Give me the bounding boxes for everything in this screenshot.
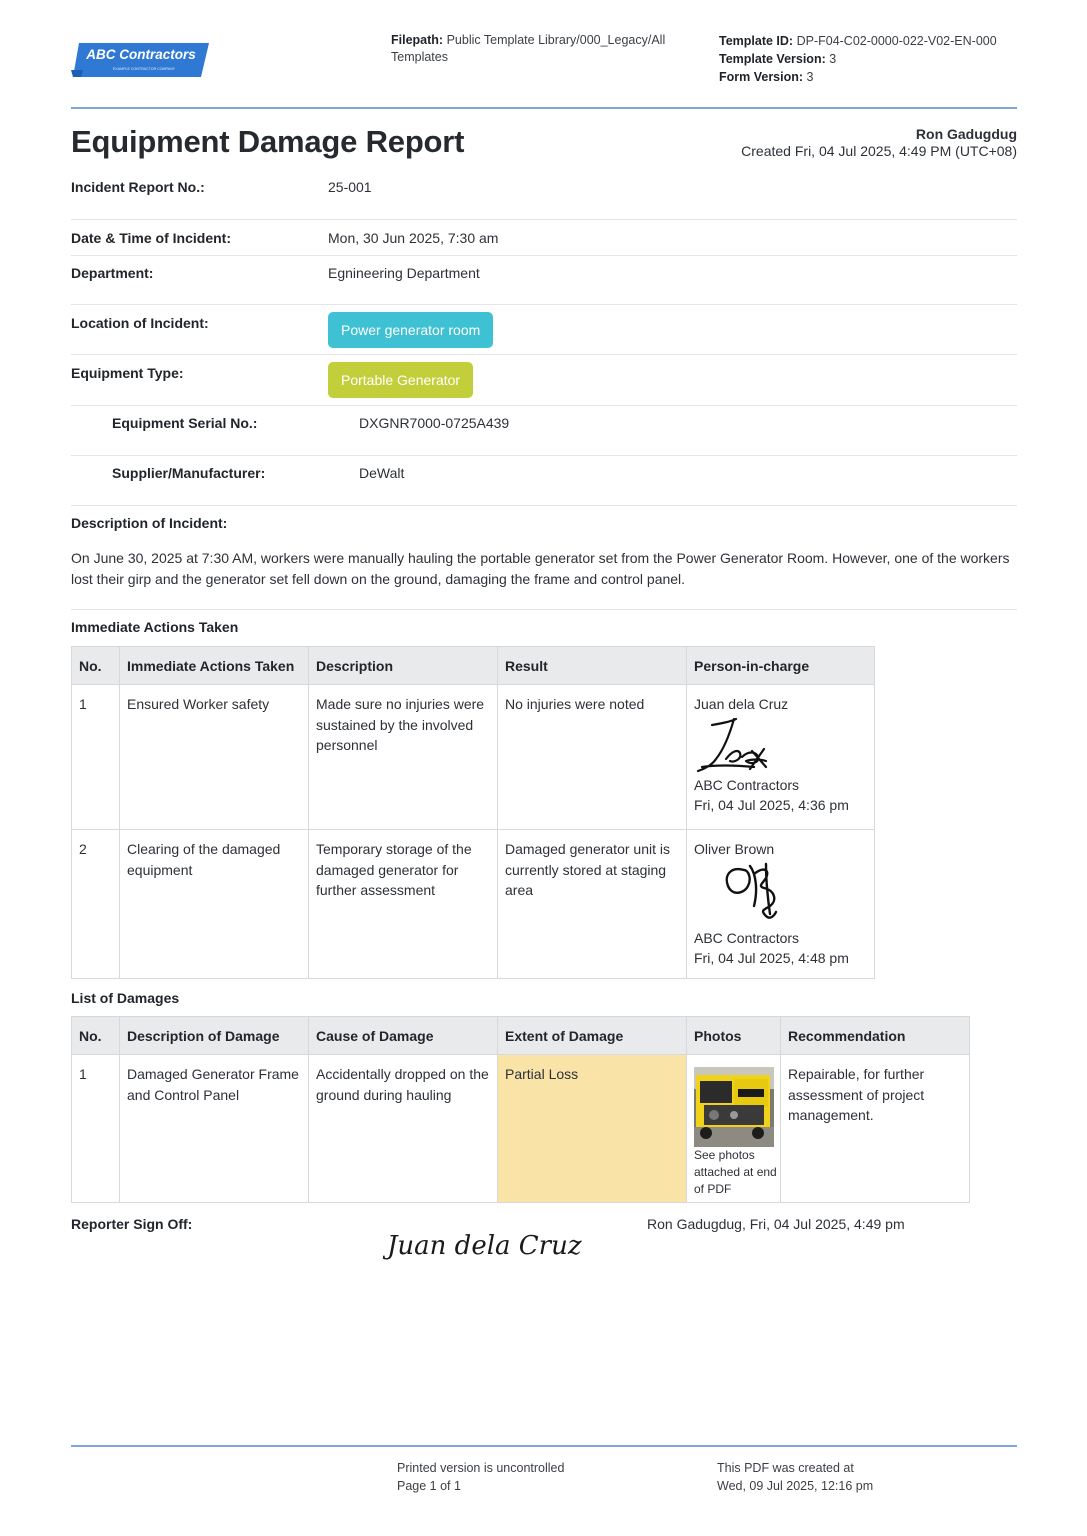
filepath-label: Filepath:: [391, 33, 444, 47]
field-equipment-type: [71, 355, 1017, 406]
col-header: Description of Damage: [120, 1017, 309, 1055]
person-signed-at: Fri, 04 Jul 2025, 4:48 pm: [694, 950, 849, 966]
reporter-signature-image: [383, 1222, 593, 1282]
pdf-created-label: This PDF was created at: [717, 1461, 854, 1475]
created-timestamp: Created Fri, 04 Jul 2025, 4:49 PM (UTC+08): [741, 143, 1017, 159]
damages-table: [71, 1016, 970, 1203]
col-header: Person-in-charge: [687, 647, 875, 685]
datetime-value: Mon, 30 Jun 2025, 7:30 am: [328, 230, 499, 246]
equipment-type-chip: Portable Generator: [328, 362, 473, 398]
person-company: ABC Contractors: [694, 776, 800, 793]
cell-extent: Partial Loss: [498, 1055, 687, 1203]
col-header: Extent of Damage: [498, 1017, 687, 1055]
location-chip: Power generator room: [328, 312, 493, 348]
datetime-label: Date & Time of Incident:: [71, 230, 231, 246]
signoff-label: Reporter Sign Off:: [71, 1216, 193, 1232]
logo-text: ABC Contractors: [86, 47, 196, 62]
damages-header-row: [72, 1017, 970, 1055]
cell-no: 1: [72, 1055, 120, 1203]
incident-no-label: Incident Report No.:: [71, 179, 205, 195]
cell-person: [687, 685, 875, 830]
cell-damage-description: Damaged Generator Frame and Control Panel: [120, 1055, 309, 1203]
footer-divider: [71, 1445, 1017, 1447]
col-header: Recommendation: [781, 1017, 970, 1055]
signature-image: [694, 860, 814, 928]
description-divider: [71, 609, 1017, 610]
serial-label: Equipment Serial No.:: [112, 415, 258, 431]
cell-no: 1: [72, 685, 120, 830]
cell-result: No injuries were noted: [498, 685, 687, 830]
col-header: Description: [309, 647, 498, 685]
cell-description: Made sure no injuries were sustained by the involved personnel: [309, 685, 498, 830]
photo-note: See photos attached at end of PDF: [694, 1148, 777, 1196]
filepath: [391, 32, 691, 66]
header-divider: [71, 107, 1017, 109]
report-author: [741, 126, 1017, 160]
actions-header-row: [72, 647, 875, 685]
signoff-who: Ron Gadugdug, Fri, 04 Jul 2025, 4:49 pm: [647, 1216, 905, 1232]
cell-description: Temporary storage of the damaged generator for further assessment: [309, 830, 498, 979]
template-id-label: Template ID:: [719, 34, 794, 48]
field-datetime: [71, 220, 1017, 256]
cell-photos: [687, 1055, 781, 1203]
field-location: [71, 305, 1017, 355]
template-version-label: Template Version:: [719, 52, 826, 66]
footer-left: [397, 1459, 564, 1495]
pdf-created-value: Wed, 09 Jul 2025, 12:16 pm: [717, 1479, 874, 1493]
col-header: No.: [72, 647, 120, 685]
cell-action: Clearing of the damaged equipment: [120, 830, 309, 979]
actions-section-title: Immediate Actions Taken: [71, 619, 239, 635]
person-company: ABC Contractors: [694, 929, 800, 946]
damages-section-title: List of Damages: [71, 990, 180, 1006]
col-header: No.: [72, 1017, 120, 1055]
template-version-value: 3: [829, 52, 837, 66]
page-number: Page 1 of 1: [397, 1479, 461, 1493]
description-text: On June 30, 2025 at 7:30 AM, workers were manually hauling the portable generator set from the Power Generator Room. However, one of the workers lost their girp and the generator set fell down on the ground, damaging the frame and control panel.: [71, 550, 1010, 587]
location-label: Location of Incident:: [71, 315, 209, 331]
uncontrolled-note: Printed version is uncontrolled: [397, 1461, 565, 1475]
cell-no: 2: [72, 830, 120, 979]
field-serial: [71, 406, 1017, 456]
person-name: Juan dela Cruz: [694, 696, 789, 712]
table-row: [72, 1055, 970, 1203]
template-id-value: DP-F04-C02-0000-022-V02-EN-000: [796, 34, 997, 48]
cell-result: Damaged generator unit is currently stored at staging area: [498, 830, 687, 979]
signature-image: [694, 715, 774, 775]
field-incident-no: [71, 176, 1017, 220]
form-version-value: 3: [806, 70, 814, 84]
serial-value: DXGNR7000-0725A439: [359, 415, 510, 431]
page-title: Equipment Damage Report: [71, 124, 465, 159]
supplier-label: Supplier/Manufacturer:: [112, 465, 266, 481]
table-row: [72, 830, 875, 979]
form-version-label: Form Version:: [719, 70, 804, 84]
supplier-value: DeWalt: [359, 465, 405, 481]
department-label: Department:: [71, 265, 154, 281]
department-value: Egnineering Department: [328, 265, 480, 281]
description-label: Description of Incident:: [71, 515, 228, 531]
filepath-value: Public Template Library/000_Legacy/All Templates: [391, 33, 666, 64]
equipment-type-label: Equipment Type:: [71, 365, 184, 381]
signature-text: Juan dela Cruz: [387, 1231, 582, 1261]
cell-cause: Accidentally dropped on the ground during hauling: [309, 1055, 498, 1203]
incident-no-value: 25-001: [328, 179, 372, 195]
template-meta: [719, 32, 1019, 86]
col-header: Immediate Actions Taken: [120, 647, 309, 685]
col-header: Photos: [687, 1017, 781, 1055]
cell-recommendation: Repairable, for further assessment of project management.: [781, 1055, 970, 1203]
author-name: Ron Gadugdug: [915, 126, 1017, 142]
company-logo: [71, 40, 211, 80]
logo-subtext: EXAMPLE CONTRACTOR COMPANY: [112, 67, 176, 71]
actions-table: [71, 646, 875, 979]
cell-action: Ensured Worker safety: [120, 685, 309, 830]
person-name: Oliver Brown: [694, 841, 775, 857]
generator-photo-thumbnail[interactable]: [694, 1067, 774, 1147]
table-row: [72, 685, 875, 830]
field-supplier: [71, 456, 1017, 506]
field-department: [71, 256, 1017, 305]
cell-person: [687, 830, 875, 979]
col-header: Cause of Damage: [309, 1017, 498, 1055]
page-header: [71, 30, 1017, 110]
footer-right: [717, 1459, 873, 1495]
col-header: Result: [498, 647, 687, 685]
person-signed-at: Fri, 04 Jul 2025, 4:36 pm: [694, 797, 849, 813]
